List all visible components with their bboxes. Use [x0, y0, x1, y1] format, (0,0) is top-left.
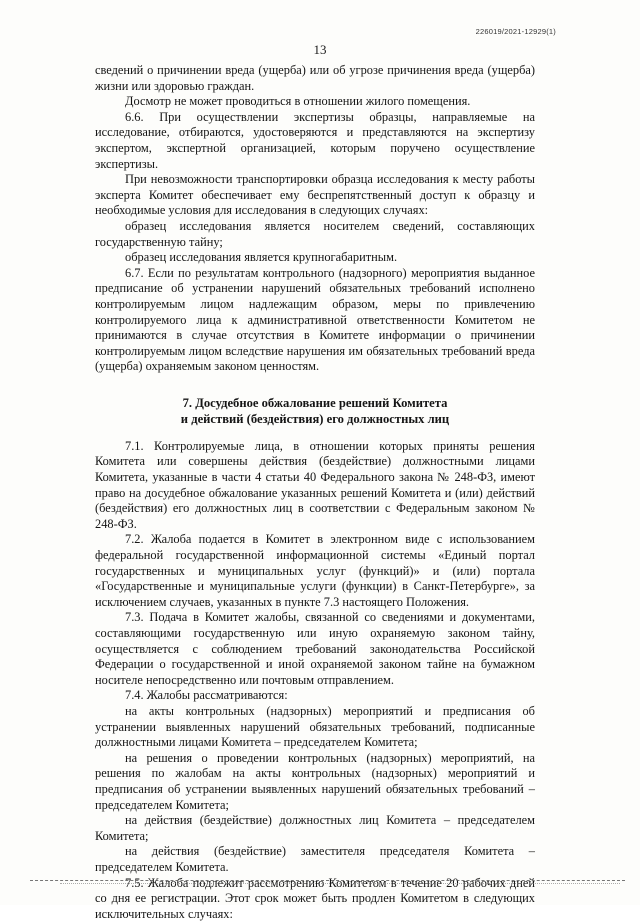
paragraph-6-6: 6.6. При осуществлении экспертизы образцы, направляемые на исследование, отбираются, удостоверяются и представляются на экспертизу экспертом, экспертной организацией, которым поручено осуществление экспертизы. — [95, 110, 535, 172]
page-number: 13 — [0, 42, 640, 58]
paragraph-continuation: сведений о причинении вреда (ущерба) или об угрозе причинения вреда (ущерба) жизни или здоровью граждан. — [95, 63, 535, 94]
paragraph-7-4-deputy: на действия (бездействие) заместителя председателя Комитета – председателем Комитета. — [95, 844, 535, 875]
document-registration-number: 226019/2021-12929(1) — [476, 27, 556, 36]
section-7-title-line-1: 7. Досудебное обжалование решений Комитета — [95, 395, 535, 411]
scan-edge-line — [30, 880, 625, 881]
paragraph-oversized-case: образец исследования является крупногабаритным. — [95, 250, 535, 266]
paragraph-7-4: 7.4. Жалобы рассматриваются: — [95, 688, 535, 704]
paragraph-7-4-decisions: на решения о проведении контрольных (надзорных) мероприятий, на решения по жалобам на акты контрольных (надзорных) мероприятий и предписания об устранении выявленных нарушений обязательных требований – председателем Комитета; — [95, 751, 535, 813]
paragraph-7-4-officials: на действия (бездействие) должностных лиц Комитета – председателем Комитета; — [95, 813, 535, 844]
paragraph-7-2: 7.2. Жалоба подается в Комитет в электронном виде с использованием федеральной государственной информационной системы «Единый портал государственных и муниципальных услуг (функций)» и (или) портала «Государственные и муниципальные услуги (функции) в Санкт-Петербурге», за исключением случаев, указанных в пункте 7.3 настоящего Положения. — [95, 532, 535, 610]
paragraph-7-5: 7.5. Жалоба подлежит рассмотрению Комитетом в течение 20 рабочих дней со дня ее регистрации. Этот срок может быть продлен Комитетом в следующих исключительных случаях: — [95, 876, 535, 922]
paragraph-6-7: 6.7. Если по результатам контрольного (надзорного) мероприятия выданное предписание об устранении нарушений обязательных требований исполнено контролируемым лицом надлежащим образом, меры по привлечению контролируемого лица к административной ответственности Комитетом не принимаются в случае отсутствия в Комитете информации о причинении контролируемым лицом вследствие нарушения им обязательных требований вреда (ущерба) охраняемым законом ценностям. — [95, 266, 535, 375]
paragraph-7-1: 7.1. Контролируемые лица, в отношении которых приняты решения Комитета или совершены действия (бездействие) должностными лицами Комитета, указанные в части 4 статьи 40 Федерального закона № 248-ФЗ, имеют право на досудебное обжалование указанных решений Комитета и (или) действий (бездействия) его должностных лиц в соответствии с Федеральным законом № 248-ФЗ. — [95, 439, 535, 533]
section-7-title-line-2: и действий (бездействия) его должностных лиц — [95, 411, 535, 427]
paragraph-7-4-acts: на акты контрольных (надзорных) мероприятий и предписания об устранении выявленных нарушений обязательных требований, подписанные должностными лицами Комитета – председателем Комитета; — [95, 704, 535, 751]
paragraph-state-secret-case: образец исследования является носителем сведений, составляющих государственную тайну; — [95, 219, 535, 250]
paragraph-transport-impossible: При невозможности транспортировки образца исследования к месту работы эксперта Комитет обеспечивает ему беспрепятственный доступ к образцу и необходимые условия для исследования в следующих случаях: — [95, 172, 535, 219]
document-body — [95, 63, 535, 922]
scan-edge-line-secondary — [60, 883, 620, 884]
paragraph-inspection-restriction: Досмотр не может проводиться в отношении жилого помещения. — [95, 94, 535, 110]
section-7-heading — [95, 395, 535, 427]
paragraph-7-3: 7.3. Подача в Комитет жалобы, связанной со сведениями и документами, составляющими государственную или иную охраняемую законом тайну, осуществляется с соблюдением требований законодательства Российской Федерации о государственной и иной охраняемой законом тайне на бумажном носителе непосредственно или почтовым отправлением. — [95, 610, 535, 688]
